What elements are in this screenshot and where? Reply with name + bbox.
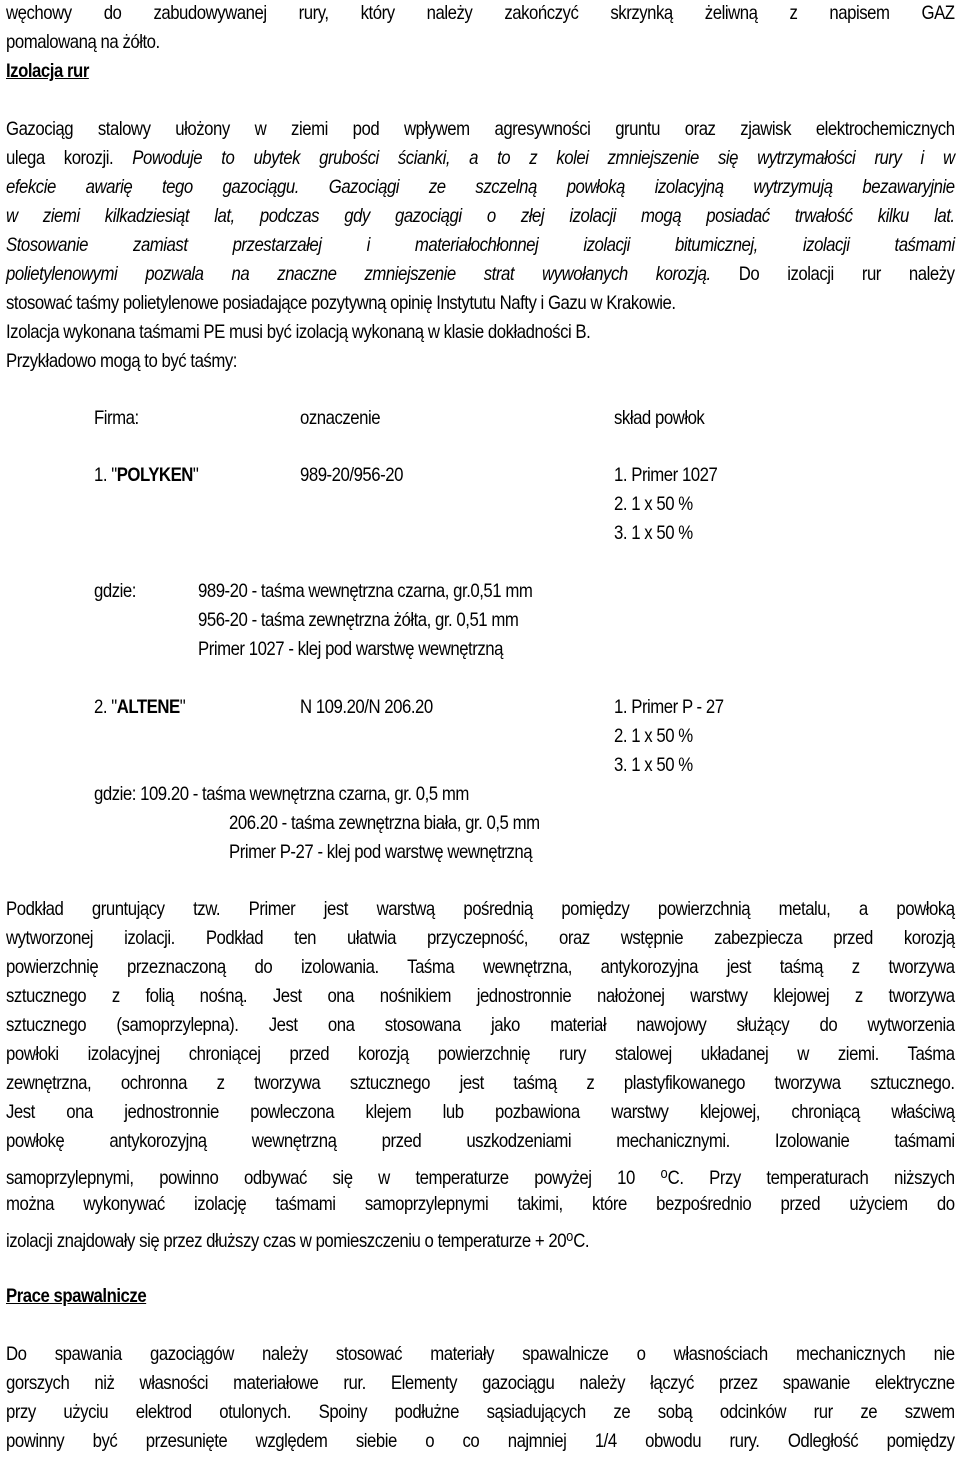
text-italic: efekcie awarię tego gazociągu. xyxy=(6,176,299,198)
product-brand: POLYKEN xyxy=(116,464,193,486)
paragraph-line: sztucznego (samoprzylepna). Jest ona stosowana jako materiał nawojowy służący do wytworzenia xyxy=(6,1014,955,1036)
note-line: 989-20 - taśma wewnętrzna czarna, gr.0,51 mm xyxy=(198,580,533,602)
paragraph-line: powłokę antykorozyjną wewnętrzną przed uszkodzeniami mechanicznymi. Izolowanie taśmami xyxy=(6,1130,955,1152)
paragraph-line: Do spawania gazociągów należy stosować materiały spawalnicze o własnościach mechanicznych nie xyxy=(6,1343,955,1365)
text-italic: polietylenowymi pozwala na znaczne zmniejszenie strat wywołanych korozją. xyxy=(6,263,711,285)
layer-item: 2. 1 x 50 % xyxy=(614,725,693,747)
table-header-oznaczenie: oznaczenie xyxy=(300,407,381,429)
paragraph-line xyxy=(6,1229,589,1253)
paragraph-line: Jest ona jednostronnie powleczona klejem lub pozbawiona warstwy klejowej, chroniącą właściwą xyxy=(6,1101,955,1123)
paragraph-line xyxy=(6,1166,955,1190)
paragraph-line: Izolacja wykonana taśmami PE musi być izolacją wykonaną w klasie dokładności B. xyxy=(6,321,591,343)
text-normal: Do izolacji rur należy xyxy=(738,263,955,285)
degree-symbol: o xyxy=(660,1165,668,1182)
product-code: 989-20/956-20 xyxy=(300,464,403,486)
gdzie-label: gdzie: xyxy=(94,580,136,602)
table-header-sklad: skład powłok xyxy=(614,407,705,429)
text-italic: Powoduje to ubytek grubości ścianki, a to z kolei zmniejszenie się wytrzymałości rury i w xyxy=(132,147,955,169)
paragraph-line: można wykonywać izolację taśmami samoprzylepnymi takimi, które bezpośrednio przed użyciem do xyxy=(6,1193,955,1215)
paragraph-line xyxy=(6,178,955,202)
paragraph-line xyxy=(6,265,955,289)
note-line: 956-20 - taśma zewnętrzna żółta, gr. 0,51 mm xyxy=(198,609,519,631)
product-name xyxy=(94,466,198,490)
paragraph-line xyxy=(6,149,955,173)
paragraph-line: sztucznego z folią nośną. Jest ona nośnikiem jednostronnie nałożonej warstwy klejowej z tworzywa xyxy=(6,985,955,1007)
layer-item: 1. Primer 1027 xyxy=(614,464,718,486)
text-normal: C. xyxy=(573,1230,590,1252)
note-line: 206.20 - taśma zewnętrzna biała, gr. 0,5 mm xyxy=(229,812,540,834)
note-line: Primer P-27 - klej pod warstwę wewnętrzną xyxy=(229,841,533,863)
text-normal: samoprzylepnymi, powinno odbywać się w temperaturze powyżej 10 xyxy=(6,1167,661,1189)
section-heading-izolacja: Izolacja rur xyxy=(6,60,89,82)
text-italic: Gazociągi ze szczelną powłoką izolacyjną wytrzymują bezawaryjnie xyxy=(328,176,955,198)
paragraph-line: pomalowaną na żółto. xyxy=(6,31,160,53)
paragraph-line: gorszych niż własności materiałowe rur. Elementy gazociągu należy łączyć przez spawanie elektryczne xyxy=(6,1372,955,1394)
paragraph-line: powierzchnię przeznaczoną do izolowania. Taśma wewnętrzna, antykorozyjna jest taśmą z tworzywa xyxy=(6,956,955,978)
product-quote: " xyxy=(179,696,186,718)
paragraph-line: Przykładowo mogą to być taśmy: xyxy=(6,350,237,372)
paragraph-line: Stosowanie zamiast przestarzałej i materiałochłonnej izolacji bitumicznej, izolacji taśmami xyxy=(6,234,955,256)
paragraph-line: wytworzonej izolacji. Podkład ten ułatwia przyczepność, oraz wstępnie zabezpiecza przed korozją xyxy=(6,927,955,949)
table-header-firma: Firma: xyxy=(94,407,139,429)
text-normal: izolacji znajdowały się przez dłuższy czas w pomieszczeniu o temperaturze + 20 xyxy=(6,1230,567,1252)
product-brand: ALTENE xyxy=(116,696,180,718)
section-heading-prace: Prace spawalnicze xyxy=(6,1285,147,1307)
product-name xyxy=(94,698,185,722)
layer-item: 2. 1 x 50 % xyxy=(614,493,693,515)
paragraph-line: powłoki izolacyjnej chroniącej przed korozją powierzchnię rury stalowej układanej w ziemi. Taśma xyxy=(6,1043,955,1065)
layer-item: 1. Primer P - 27 xyxy=(614,696,724,718)
paragraph-line: Gazociąg stalowy ułożony w ziemi pod wpływem agresywności gruntu oraz zjawisk elektrochemicznych xyxy=(6,118,955,140)
note-line: Primer 1027 - klej pod warstwę wewnętrzną xyxy=(198,638,503,660)
product-quote: " xyxy=(192,464,199,486)
degree-symbol: o xyxy=(566,1228,574,1245)
product-code: N 109.20/N 206.20 xyxy=(300,696,433,718)
paragraph-line: powinny być przesunięte względem siebie o co najmniej 1/4 obwodu rury. Odległość pomiędzy xyxy=(6,1430,955,1452)
paragraph-line: przy użyciu elektrod otulonych. Spoiny podłużne sąsiadujących ze sobą odcinków rur ze szwem xyxy=(6,1401,955,1423)
paragraph-line: Podkład gruntujący tzw. Primer jest warstwą pośrednią pomiędzy powierzchnią metalu, a powłoką xyxy=(6,898,955,920)
layer-item: 3. 1 x 50 % xyxy=(614,754,693,776)
paragraph-line: węchowy do zabudowywanej rury, który należy zakończyć skrzynką żeliwną z napisem GAZ xyxy=(6,2,955,24)
layer-item: 3. 1 x 50 % xyxy=(614,522,693,544)
product-number: 2. " xyxy=(94,696,117,718)
note-line: gdzie: 109.20 - taśma wewnętrzna czarna, gr. 0,5 mm xyxy=(94,783,469,805)
paragraph-line: w ziemi kilkadziesiąt lat, podczas gdy gazociągi o złej izolacji mogą posiadać trwałość kilku lat. xyxy=(6,205,955,227)
product-number: 1. " xyxy=(94,464,117,486)
text-normal: ulega korozji. xyxy=(6,147,114,169)
paragraph-line: zewnętrzna, ochronna z tworzywa sztucznego jest taśmą z plastyfikowanego tworzywa sztucznego. xyxy=(6,1072,955,1094)
paragraph-line: stosować taśmy polietylenowe posiadające pozytywną opinię Instytutu Nafty i Gazu w Krakowie. xyxy=(6,292,676,314)
text-normal: C. Przy temperaturach niższych xyxy=(667,1167,955,1189)
